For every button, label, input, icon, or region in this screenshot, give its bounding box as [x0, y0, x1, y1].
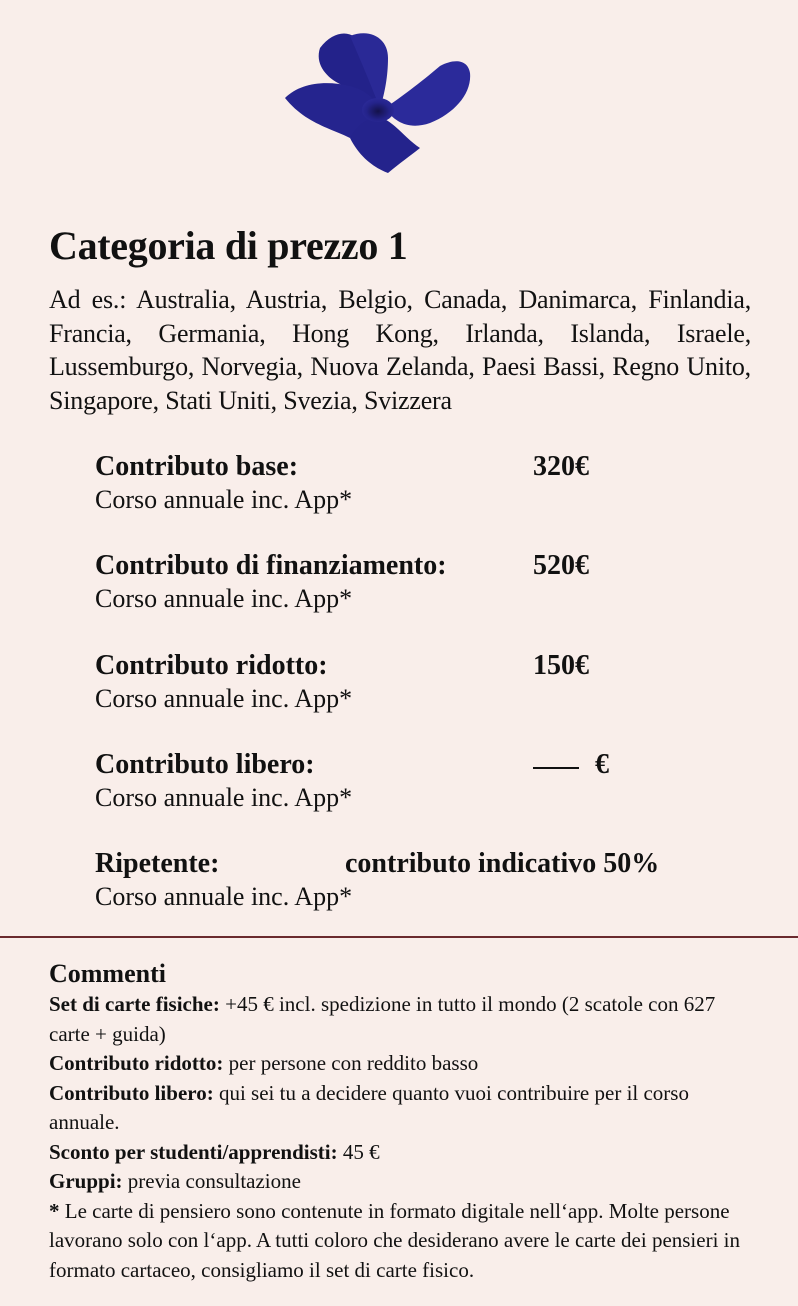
- price-label: Contributo base:: [95, 451, 299, 482]
- comment-item: [49, 1167, 749, 1197]
- euro-sign: €: [595, 749, 609, 780]
- comment-text: Le carte di pensiero sono contenute in formato digitale nell‘app. Molte persone lavorano solo con l‘app. A tutti coloro che desiderano avere le carte dei pensieri in formato cartaceo, consigliamo il set di carte fisico.: [49, 1198, 741, 1282]
- countries-list: Ad es.: Australia, Austria, Belgio, Canada, Danimarca, Finlandia, Francia, Germania, Hong Kong, Irlanda, Islanda, Israele, Lussemburgo, Norvegia, Nuova Zelanda, Paesi Bassi, Regno Unito, Singapore, Stati Uniti, Svezia, Svizzera: [49, 285, 751, 415]
- comment-item: [49, 990, 749, 1049]
- price-item-base: [95, 450, 735, 516]
- blank-amount-line: [533, 767, 579, 769]
- price-item-repeat: [95, 847, 735, 913]
- comment-label: Sconto per studenti/apprendisti:: [49, 1139, 338, 1164]
- price-description: Corso annuale inc. App*: [95, 684, 353, 713]
- price-item-reduced: [95, 649, 735, 715]
- comment-label: Contributo ridotto:: [49, 1051, 224, 1075]
- comment-label: Contributo libero:: [49, 1080, 214, 1105]
- comments-title: Commenti: [49, 959, 166, 988]
- comment-text: +45 € incl. spedizione in tutto il mondo (2 scatole con 627 carte + guida): [49, 992, 716, 1046]
- page-title: Categoria di prezzo 1: [49, 223, 408, 268]
- price-label: Contributo libero:: [95, 749, 315, 780]
- price-value: 320€: [533, 451, 589, 482]
- blue-flower-icon: [280, 28, 480, 178]
- footnote-asterisk: *: [49, 1198, 60, 1223]
- comment-text: previa consultazione: [122, 1169, 301, 1193]
- comment-label: Gruppi:: [49, 1169, 123, 1193]
- price-description: Corso annuale inc. App*: [95, 485, 353, 514]
- comment-item: [49, 1049, 749, 1079]
- comment-text: per persone con reddito basso: [223, 1051, 479, 1075]
- price-description: Corso annuale inc. App*: [95, 882, 353, 911]
- price-label: Contributo ridotto:: [95, 650, 328, 681]
- comment-item: [49, 1138, 749, 1168]
- comment-item: [49, 1079, 749, 1138]
- price-description: Corso annuale inc. App*: [95, 783, 353, 812]
- price-value: 150€: [533, 650, 589, 681]
- comment-label: Set di carte fisiche:: [49, 992, 220, 1016]
- comment-item-footnote: [49, 1197, 749, 1286]
- price-description: Corso annuale inc. App*: [95, 584, 353, 613]
- price-label: Contributo di finanziamento:: [95, 550, 447, 581]
- price-value: contributo indicativo 50%: [345, 848, 660, 879]
- price-value: 520€: [533, 550, 589, 581]
- section-divider: [0, 936, 798, 938]
- price-item-financing: [95, 549, 735, 615]
- price-item-free: [95, 748, 735, 814]
- comment-text: qui sei tu a decidere quanto vuoi contribuire per il corso annuale.: [49, 1080, 689, 1134]
- comments-section: [49, 958, 749, 1285]
- price-label: Ripetente:: [95, 848, 220, 879]
- price-value-free: [533, 748, 609, 782]
- comment-text: 45 €: [337, 1139, 380, 1164]
